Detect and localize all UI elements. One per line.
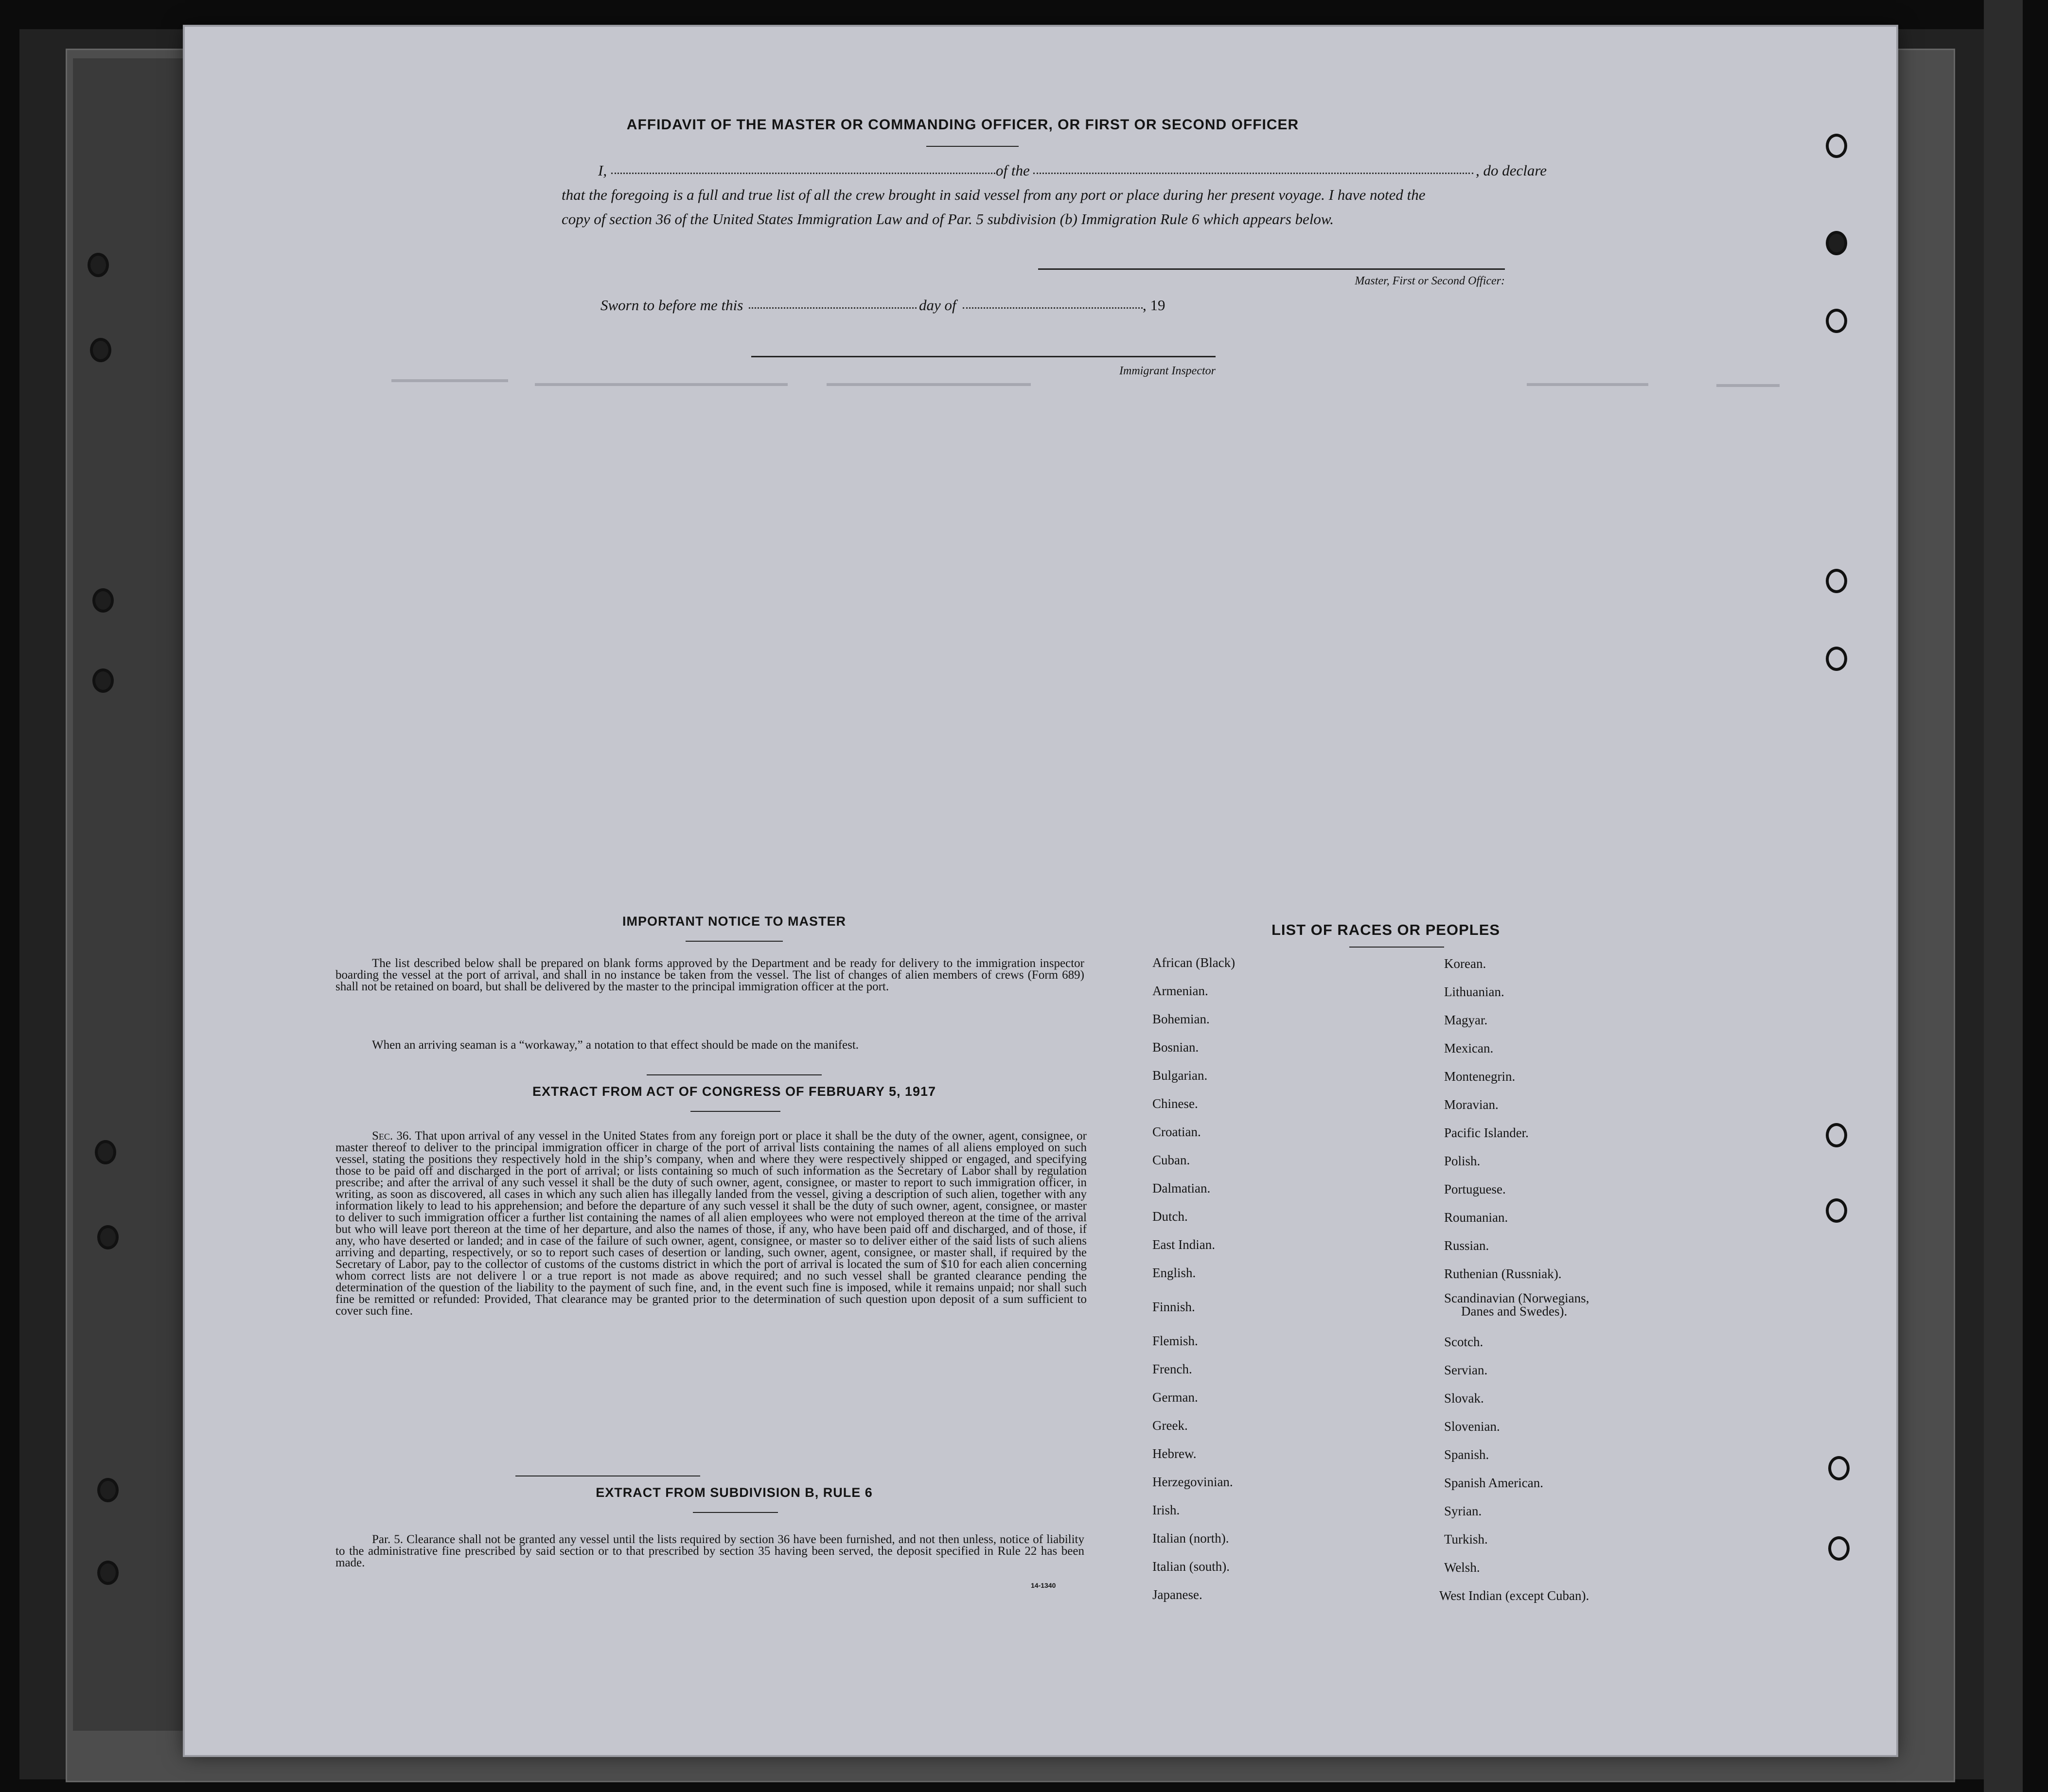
race-item: Finnish. bbox=[1152, 1300, 1195, 1314]
punch-hole-icon bbox=[1826, 134, 1847, 158]
divider bbox=[926, 146, 1019, 147]
race-item: Chinese. bbox=[1152, 1096, 1198, 1111]
race-item: Korean. bbox=[1444, 956, 1486, 971]
bleed-through-mark bbox=[827, 383, 1031, 386]
race-item: Lithuanian. bbox=[1444, 984, 1504, 999]
race-item: East Indian. bbox=[1152, 1237, 1215, 1252]
bleed-through-mark bbox=[391, 379, 508, 382]
punch-hole-icon bbox=[1826, 309, 1847, 333]
race-item: Italian (north). bbox=[1152, 1531, 1229, 1546]
vessel-blank bbox=[1033, 173, 1473, 174]
binder-hole-icon bbox=[92, 668, 114, 693]
punch-hole-icon bbox=[1828, 1456, 1850, 1480]
month-blank bbox=[963, 307, 1143, 309]
affidavit-line1-end: , do declare bbox=[1476, 162, 1547, 179]
section-36-text: That upon arrival of any vessel in the United States from any foreign port or place it shall be the duty of the owner, agent, consignee, or master thereof to deliver to the principal immigration officer in charge of the port of arrival lists containing the names of all aliens employed on such vessel, stating the positions they respectively hold in the ship’s company, when and where they were respectively shipped or engaged, and specifying those to be paid off and discharged in the port of arrival; or lists containing so much of such information as the Secretary of Labor shall by regulation prescribe; and after the arrival of any such vessel it shall be the duty of such owner, agent, consignee, or master to report to such immigration officer, in writing, as soon as discovered, all cases in which any such alien has illegally landed from the vessel, giving a description of such alien, together with any information likely to lead to his apprehension; and before the departure of any such vessel it shall be the duty of such owner, agent, consignee, or master to deliver to such immigration officer a further list containing the names of all alien employees who were not employed thereon at the time of the arrival but who will leave port thereon at the time of her departure, and also the names of those, if any, who have been paid off and discharged, and of those, if any, who have deserted or landed; and in case of the failure of such owner, agent, consignee, or master so to deliver either of the said lists of such aliens arriving and departing, respectively, or so to report such cases of desertion or landing, such owner, agent, consignee, or master shall, if required by the Secretary of Labor, pay to the collector of customs of the customs district in which the port of arrival is located the sum of $10 for each alien concerning whom correct lists are not delivere l or a true report is not made as above required; and no such vessel shall be granted clearance pending the determination of the question of the liability to the payment of such fine, and, in the event such fine is imposed, while it remains unpaid; nor shall such fine be remitted or refunded: Provided, That clearance may be granted prior to the determination of such question upon deposit of a sum sufficient to cover such fine. bbox=[335, 1129, 1087, 1318]
binder-hole-icon bbox=[97, 1225, 119, 1249]
race-item: African (Black) bbox=[1152, 955, 1236, 970]
section-label: Sec. 36. bbox=[372, 1129, 412, 1142]
binder-hole-icon bbox=[92, 588, 114, 613]
race-item: West Indian (except Cuban). bbox=[1439, 1588, 1589, 1603]
race-item: Spanish. bbox=[1444, 1447, 1489, 1462]
race-item: Japanese. bbox=[1152, 1587, 1202, 1602]
race-item: Flemish. bbox=[1152, 1334, 1198, 1348]
race-item: Bohemian. bbox=[1152, 1012, 1210, 1026]
binder-hole-icon bbox=[97, 1478, 119, 1502]
extract-rule-title: EXTRACT FROM SUBDIVISION B, RULE 6 bbox=[596, 1485, 873, 1500]
race-item: Ruthenian (Russniak). bbox=[1444, 1266, 1562, 1281]
race-item: French. bbox=[1152, 1362, 1192, 1376]
race-item: Polish. bbox=[1444, 1154, 1481, 1168]
divider bbox=[686, 941, 783, 942]
race-item: Pacific Islander. bbox=[1444, 1125, 1529, 1140]
notice-title: IMPORTANT NOTICE TO MASTER bbox=[622, 914, 846, 929]
race-item: Armenian. bbox=[1152, 984, 1208, 998]
race-item: Scandinavian (Norwegians, bbox=[1444, 1291, 1589, 1305]
extract-act-text bbox=[335, 1130, 1087, 1317]
affidavit-line1-start: I, bbox=[598, 162, 607, 179]
binder-hole-icon bbox=[88, 253, 109, 277]
race-item: Hebrew. bbox=[1152, 1446, 1197, 1461]
binder-hole-icon bbox=[97, 1561, 119, 1585]
binder-strip bbox=[73, 58, 187, 1731]
race-item: Dutch. bbox=[1152, 1209, 1188, 1224]
race-item: Spanish American. bbox=[1444, 1476, 1543, 1490]
punch-hole-icon bbox=[1826, 569, 1847, 593]
sworn-start: Sworn to before me this bbox=[600, 297, 743, 314]
binder-hole-icon bbox=[90, 338, 111, 362]
races-title: LIST OF RACES OR PEOPLES bbox=[1271, 921, 1501, 938]
punch-hole-icon bbox=[1826, 1123, 1847, 1147]
race-item: Bulgarian. bbox=[1152, 1068, 1208, 1083]
punch-hole-icon bbox=[1826, 647, 1847, 671]
sworn-year: , 19 bbox=[1143, 297, 1165, 314]
punch-hole-icon bbox=[1826, 1198, 1847, 1223]
affidavit-line3: copy of section 36 of the United States Immigration Law and of Par. 5 subdivision (b) Immigration Rule 6 which appears below. bbox=[562, 211, 1334, 228]
race-item: Moravian. bbox=[1444, 1097, 1499, 1112]
divider bbox=[1349, 947, 1444, 948]
race-item: Irish. bbox=[1152, 1503, 1180, 1517]
race-item: Syrian. bbox=[1444, 1504, 1482, 1518]
race-item: Croatian. bbox=[1152, 1124, 1201, 1139]
signature-label: Master, First or Second Officer: bbox=[1355, 275, 1505, 287]
race-item: German. bbox=[1152, 1390, 1198, 1405]
affidavit-line1-mid: of the bbox=[996, 162, 1030, 179]
punch-hole-icon bbox=[1828, 1536, 1850, 1561]
race-item: Dalmatian. bbox=[1152, 1181, 1211, 1195]
race-item: Magyar. bbox=[1444, 1013, 1488, 1027]
notice-paragraph-2: When an arriving seaman is a “workaway,” a notation to that effect should be made on the manifest. bbox=[372, 1038, 859, 1052]
form-number: 14-1340 bbox=[1031, 1581, 1056, 1589]
punch-hole-icon bbox=[1826, 231, 1847, 255]
race-item: English. bbox=[1152, 1265, 1196, 1280]
divider bbox=[693, 1512, 778, 1513]
extract-rule-text: Par. 5. Clearance shall not be granted any vessel until the lists required by section 36 have been furnished, and not then unless, notice of liability to the administrative fine prescribed by said section or to that prescribed by section 35 having been served, the deposit specified in Rule 22 has been made. bbox=[335, 1533, 1084, 1569]
divider bbox=[647, 1074, 822, 1075]
race-item: Russian. bbox=[1444, 1238, 1489, 1253]
race-item: Turkish. bbox=[1444, 1532, 1488, 1546]
race-item: Roumanian. bbox=[1444, 1210, 1508, 1225]
race-item: Bosnian. bbox=[1152, 1040, 1199, 1054]
race-item: Greek. bbox=[1152, 1418, 1188, 1433]
divider bbox=[690, 1111, 780, 1112]
race-item: Welsh. bbox=[1444, 1560, 1480, 1575]
notice-paragraph-1: The list described below shall be prepared on blank forms approved by the Department and be ready for delivery to the immigration inspector boarding the vessel at the port of arrival, and shall in no instance be taken from the vessel. The list of changes of alien members of crews (Form 689) shall not be retained on board, but shall be delivered by the master to the principal immigration officer at the port. bbox=[335, 957, 1084, 993]
race-item-continuation: Danes and Swedes). bbox=[1461, 1304, 1568, 1318]
inspector-label: Immigrant Inspector bbox=[1119, 365, 1216, 377]
race-item: Scotch. bbox=[1444, 1335, 1483, 1349]
race-item: Montenegrin. bbox=[1444, 1069, 1516, 1084]
affidavit-line2: that the foregoing is a full and true list of all the crew brought in said vessel from any port or place during her present voyage. I have noted the bbox=[562, 186, 1426, 203]
race-item: Italian (south). bbox=[1152, 1559, 1230, 1574]
race-item: Mexican. bbox=[1444, 1041, 1494, 1055]
race-item: Portuguese. bbox=[1444, 1182, 1506, 1196]
bleed-through-mark bbox=[1716, 384, 1780, 387]
race-item: Slovak. bbox=[1444, 1391, 1484, 1405]
sworn-mid: day of bbox=[919, 297, 956, 314]
race-item: Slovenian. bbox=[1444, 1419, 1500, 1434]
inspector-line bbox=[751, 356, 1216, 357]
edge-strip bbox=[1984, 0, 2023, 1792]
manifest-page bbox=[185, 27, 1896, 1755]
day-blank bbox=[749, 307, 917, 309]
race-item: Cuban. bbox=[1152, 1153, 1190, 1167]
extract-act-title: EXTRACT FROM ACT OF CONGRESS OF FEBRUARY 5, 1917 bbox=[532, 1084, 936, 1099]
name-blank bbox=[611, 173, 995, 174]
signature-line bbox=[1038, 268, 1505, 270]
binder-hole-icon bbox=[95, 1140, 116, 1164]
affidavit-title: AFFIDAVIT OF THE MASTER OR COMMANDING OFFICER, OR FIRST OR SECOND OFFICER bbox=[626, 117, 1299, 133]
race-item: Servian. bbox=[1444, 1363, 1488, 1377]
bleed-through-mark bbox=[535, 383, 788, 386]
race-item: Herzegovinian. bbox=[1152, 1475, 1233, 1489]
bleed-through-mark bbox=[1527, 383, 1648, 386]
